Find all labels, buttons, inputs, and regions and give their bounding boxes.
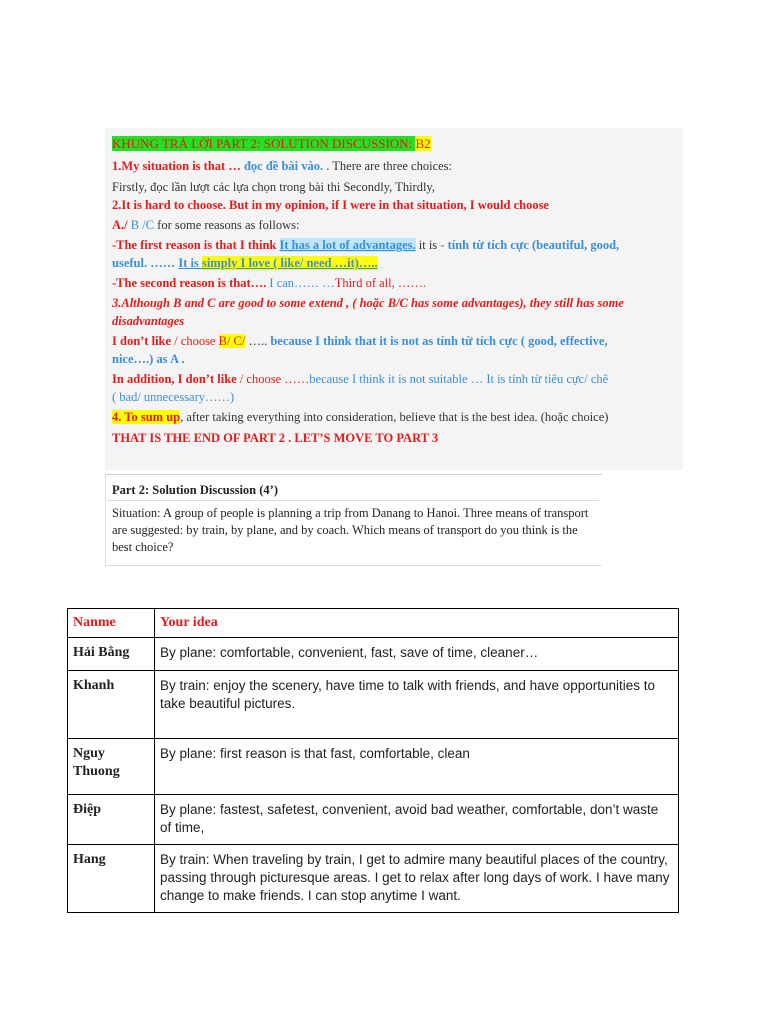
text-span: / choose [171, 334, 219, 348]
row-name: Khanh [68, 671, 155, 739]
text-span: , after taking everything into consideration, believe that is the best idea. (hoặc choice) [180, 410, 609, 424]
text-span: B /C [127, 218, 155, 232]
row-idea: By train: When traveling by train, I get to admire many beautiful places of the country, passing through picturesque areas. I get to relax after long days of work. I have many change to make friends. I can stop anytime I want. [155, 845, 679, 913]
text-span: -The second reason is that…. [112, 276, 267, 290]
row-name: Hang [68, 845, 155, 913]
text-span: I don’t like [112, 334, 172, 348]
text-span: -The first reason is that I think [112, 238, 280, 252]
part2-title: Part 2: Solution Discussion (4’) [112, 483, 278, 497]
text-span: - tính từ tích cực (beautiful, good, [440, 238, 620, 252]
text-span: 4. To sum up [112, 410, 181, 424]
table-row [68, 795, 679, 845]
table-row [68, 638, 679, 671]
frame-line-first-reason [112, 237, 619, 253]
frame-line-choose [112, 217, 300, 233]
frame-line-hard-to-choose: 2.It is hard to choose. But in my opinion, if I were in that situation, I would choose [112, 198, 549, 212]
text-span: it is [415, 238, 441, 252]
frame-line-choices: Firstly, đọc lần lượt các lựa chọn trong bài thi Secondly, Thirdly, [112, 180, 435, 194]
text-span: đọc đề bài vào. [243, 159, 324, 173]
table-row [68, 739, 679, 795]
text-span: A . [167, 352, 185, 366]
text-span: for some reasons as follows: [154, 218, 300, 232]
text-span: . There are three choices: [323, 159, 453, 173]
frame-line-as [112, 351, 185, 367]
frame-line-disadvantages: disadvantages [112, 314, 185, 328]
frame-line-in-addition [112, 371, 608, 387]
table-header-row [68, 609, 679, 638]
frame-line-sum-up [112, 409, 608, 425]
frame-line-first-reason-cont [112, 255, 378, 271]
text-span: nice….) as [112, 352, 168, 366]
text-span: It has a lot of advantages. [279, 238, 416, 252]
text-span: simply I love ( like/ need …it)….. [201, 256, 378, 270]
text-span: In addition, I don’t like [112, 372, 237, 386]
part2-situation: Situation: A group of people is planning a trip from Danang to Hanoi. Three means of transport are suggested: by train, by plane, and by coach. Which means of transport do you think is the best choice? [112, 506, 589, 554]
row-name: Hải Bằng [68, 638, 155, 671]
text-span: because I think that it is not as tính từ tích cực ( good, effective, [270, 334, 608, 348]
header-name: Nanme [68, 609, 155, 638]
table-row [68, 845, 679, 913]
row-name: Nguy Thuong [68, 739, 155, 795]
row-idea: By plane: fastest, safetest, convenient, avoid bad weather, comfortable, don’t waste of time, [155, 795, 679, 845]
header-idea: Your idea [155, 609, 679, 638]
part2-divider [107, 500, 599, 501]
frame-line-situation [112, 158, 452, 174]
frame-line-second-reason [112, 275, 426, 291]
row-name: Điệp [68, 795, 155, 845]
text-span: 1.My situation is that … [112, 159, 244, 173]
table-row [68, 671, 679, 739]
text-span: useful. …… [112, 256, 179, 270]
frame-title [112, 136, 431, 152]
frame-title-text: KHUNG TRẢ LỜI PART 2: SOLUTION DISCUSSION: [112, 136, 416, 151]
text-span: I can…… … [266, 276, 335, 290]
ideas-table [67, 608, 679, 913]
frame-line-dont-like [112, 333, 608, 349]
text-span: A./ [112, 218, 128, 232]
frame-line-end: THAT IS THE END OF PART 2 . LET’S MOVE TO PART 3 [112, 431, 439, 445]
frame-title-level: B2 [415, 136, 431, 151]
frame-line-although: 3.Although B and C are good to some extend , ( hoặc B/C has some advantages), they still has some [112, 296, 624, 310]
text-span: / choose …… [236, 372, 310, 386]
text-span: ….. [245, 334, 271, 348]
frame-line-bad: ( bad/ unnecessary……) [112, 390, 235, 404]
text-span: It is [178, 256, 202, 270]
text-span: B/ C/ [218, 334, 246, 348]
row-idea: By train: enjoy the scenery, have time to talk with friends, and have opportunities to take beautiful pictures. [155, 671, 679, 739]
row-idea: By plane: comfortable, convenient, fast, save of time, cleaner… [155, 638, 679, 671]
text-span: because I think it is not suitable … It is tính từ tiêu cực/ chê [309, 372, 609, 386]
text-span: Third of all, ……. [334, 276, 426, 290]
row-idea: By plane: first reason is that fast, comfortable, clean [155, 739, 679, 795]
